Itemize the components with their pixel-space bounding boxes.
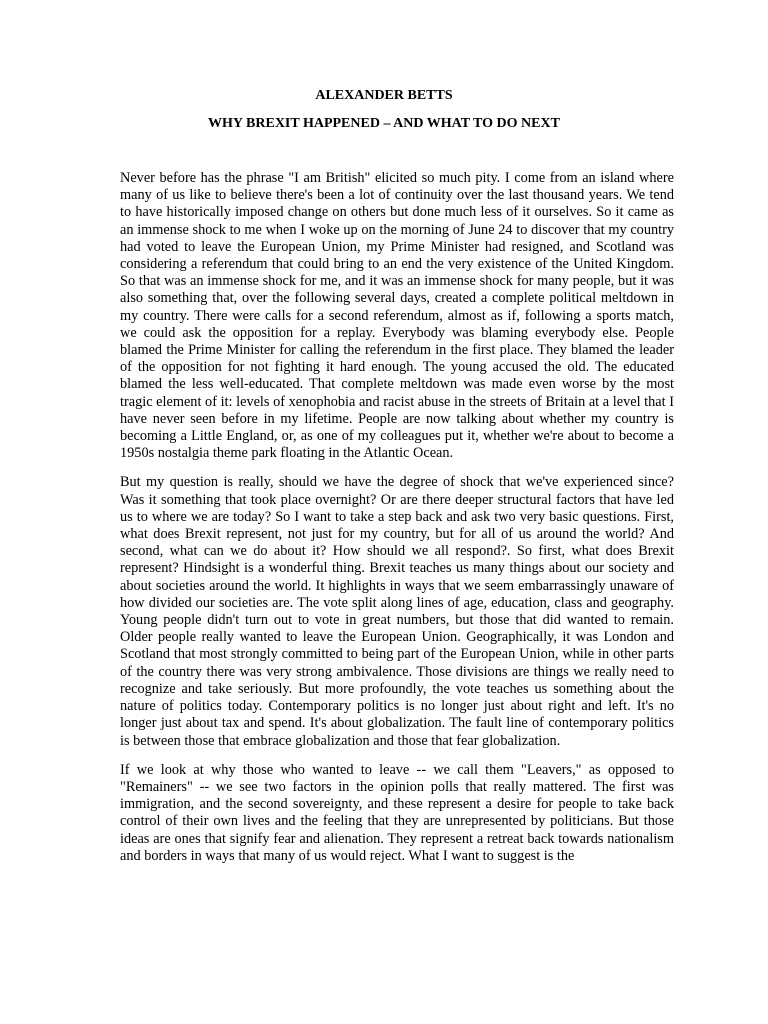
body-paragraph: If we look at why those who wanted to leave -- we call them "Leavers," as opposed to "Remainers" -- we see two factors in the opinion polls that really mattered. The first was immigration, and the second sovereignty, and these represent a desire for people to take back control of their own lives and the feeling that they are unrepresented by politicians. But those ideas are ones that signify fear and alienation. They represent a retreat back towards nationalism and borders in ways that many of us would reject. What I want to suggest is the: [120, 761, 674, 864]
author-heading: ALEXANDER BETTS: [315, 88, 453, 103]
document-title: WHY BREXIT HAPPENED – AND WHAT TO DO NEXT: [208, 116, 560, 131]
document-body: [120, 170, 674, 877]
body-paragraph: But my question is really, should we have the degree of shock that we've experienced since? Was it something that took place overnight? Or are there deeper structural factors that have led us to where we are today? So I want to take a step back and ask two very basic questions. First, what does Brexit represent, not just for my country, but for all of us around the world? And second, what can we do about it? How should we all respond?. So first, what does Brexit represent? Hindsight is a wonderful thing. Brexit teaches us many things about our society and about societies around the world. It highlights in ways that we seem embarrassingly unaware of how divided our societies are. The vote split along lines of age, education, class and geography. Young people didn't turn out to vote in great numbers, but those that did wanted to remain. Older people really wanted to leave the European Union. Geographically, it was London and Scotland that most strongly committed to being part of the European Union, while in other parts of the country there was very strong ambivalence. Those divisions are things we really need to recognize and take seriously. But more profoundly, the vote teaches us something about the nature of politics today. Contemporary politics is no longer just about right and left. It's no longer just about tax and spend. It's about globalization. The fault line of contemporary politics is between those that embrace globalization and those that fear globalization.: [120, 474, 674, 749]
body-paragraph: Never before has the phrase "I am British" elicited so much pity. I come from an island where many of us like to believe there's been a lot of continuity over the last thousand years. We tend to have historically imposed change on others but done much less of it ourselves. So it came as an immense shock to me when I woke up on the morning of June 24 to discover that my country had voted to leave the European Union, my Prime Minister had resigned, and Scotland was considering a referendum that could bring to an end the very existence of the United Kingdom. So that was an immense shock for me, and it was an immense shock for many people, but it was also something that, over the following several days, created a complete political meltdown in my country. There were calls for a second referendum, almost as if, following a sports match, we could ask the opposition for a replay. Everybody was blaming everybody else. People blamed the Prime Minister for calling the referendum in the first place. They blamed the leader of the opposition for not fighting it hard enough. The young accused the old. The educated blamed the less well-educated. That complete meltdown was made even worse by the most tragic element of it: levels of xenophobia and racist abuse in the streets of Britain at a level that I have never seen before in my lifetime. People are now talking about whether my country is becoming a Little England, or, as one of my colleagues put it, whether we're about to become a 1950s nostalgia theme park floating in the Atlantic Ocean.: [120, 170, 674, 462]
